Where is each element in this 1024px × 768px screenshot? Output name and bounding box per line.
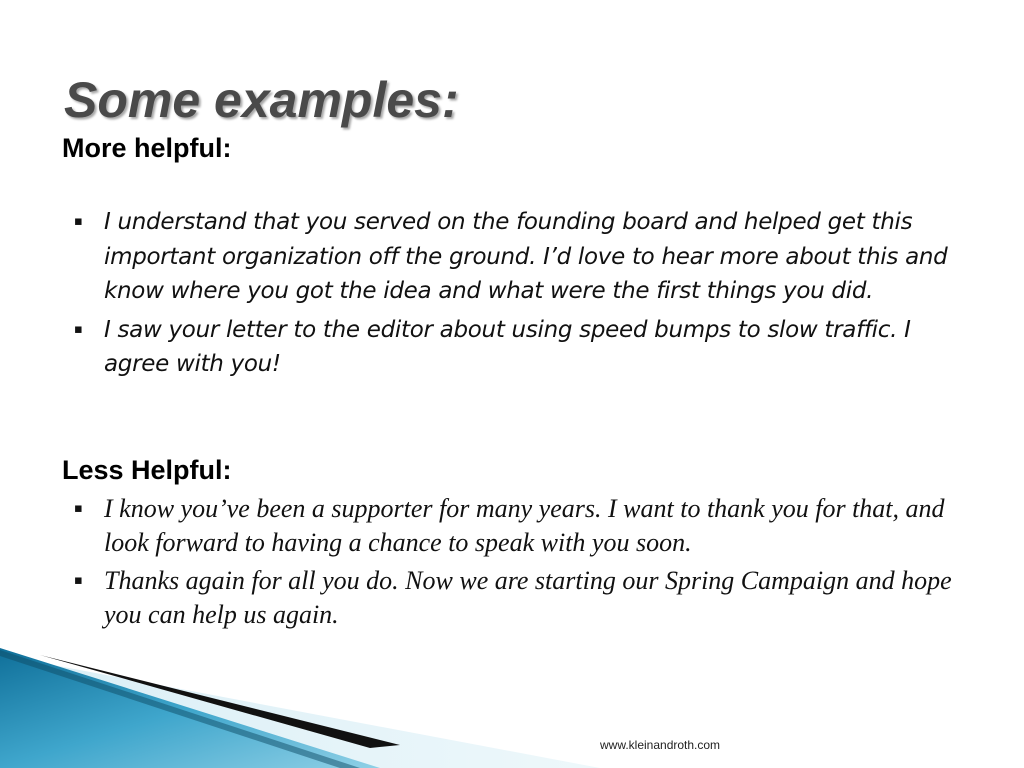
list-item-text: Thanks again for all you do. Now we are starting our Spring Campaign and hope you can help us again. <box>104 566 952 629</box>
less-helpful-heading: Less Helpful: <box>62 455 232 485</box>
list-item <box>74 564 974 632</box>
footer-url: www.kleinandroth.com <box>600 738 721 752</box>
list-item <box>74 492 974 560</box>
bullet-icon: ▪ <box>74 573 83 588</box>
list-item-text: I understand that you served on the founding board and helped get this important organization off the ground. I’d love to hear more about this and know where you got the idea and what were the first things you did. <box>104 209 948 304</box>
bullet-icon: ▪ <box>74 501 83 516</box>
more-helpful-heading: More helpful: <box>62 133 232 163</box>
bullet-icon: ▪ <box>74 321 83 337</box>
list-item <box>74 205 974 309</box>
slide-title: Some examples: <box>64 72 459 128</box>
list-item-text: I know you’ve been a supporter for many years. I want to thank you for that, and look forward to having a chance to speak with you soon. <box>104 494 945 557</box>
list-item-text: I saw your letter to the editor about using speed bumps to slow traffic. I agree with you! <box>104 316 911 377</box>
less-helpful-list <box>74 492 974 632</box>
wave-blue-band <box>0 648 380 768</box>
bullet-icon: ▪ <box>74 214 83 229</box>
more-helpful-list <box>74 205 974 382</box>
list-item <box>74 313 974 382</box>
